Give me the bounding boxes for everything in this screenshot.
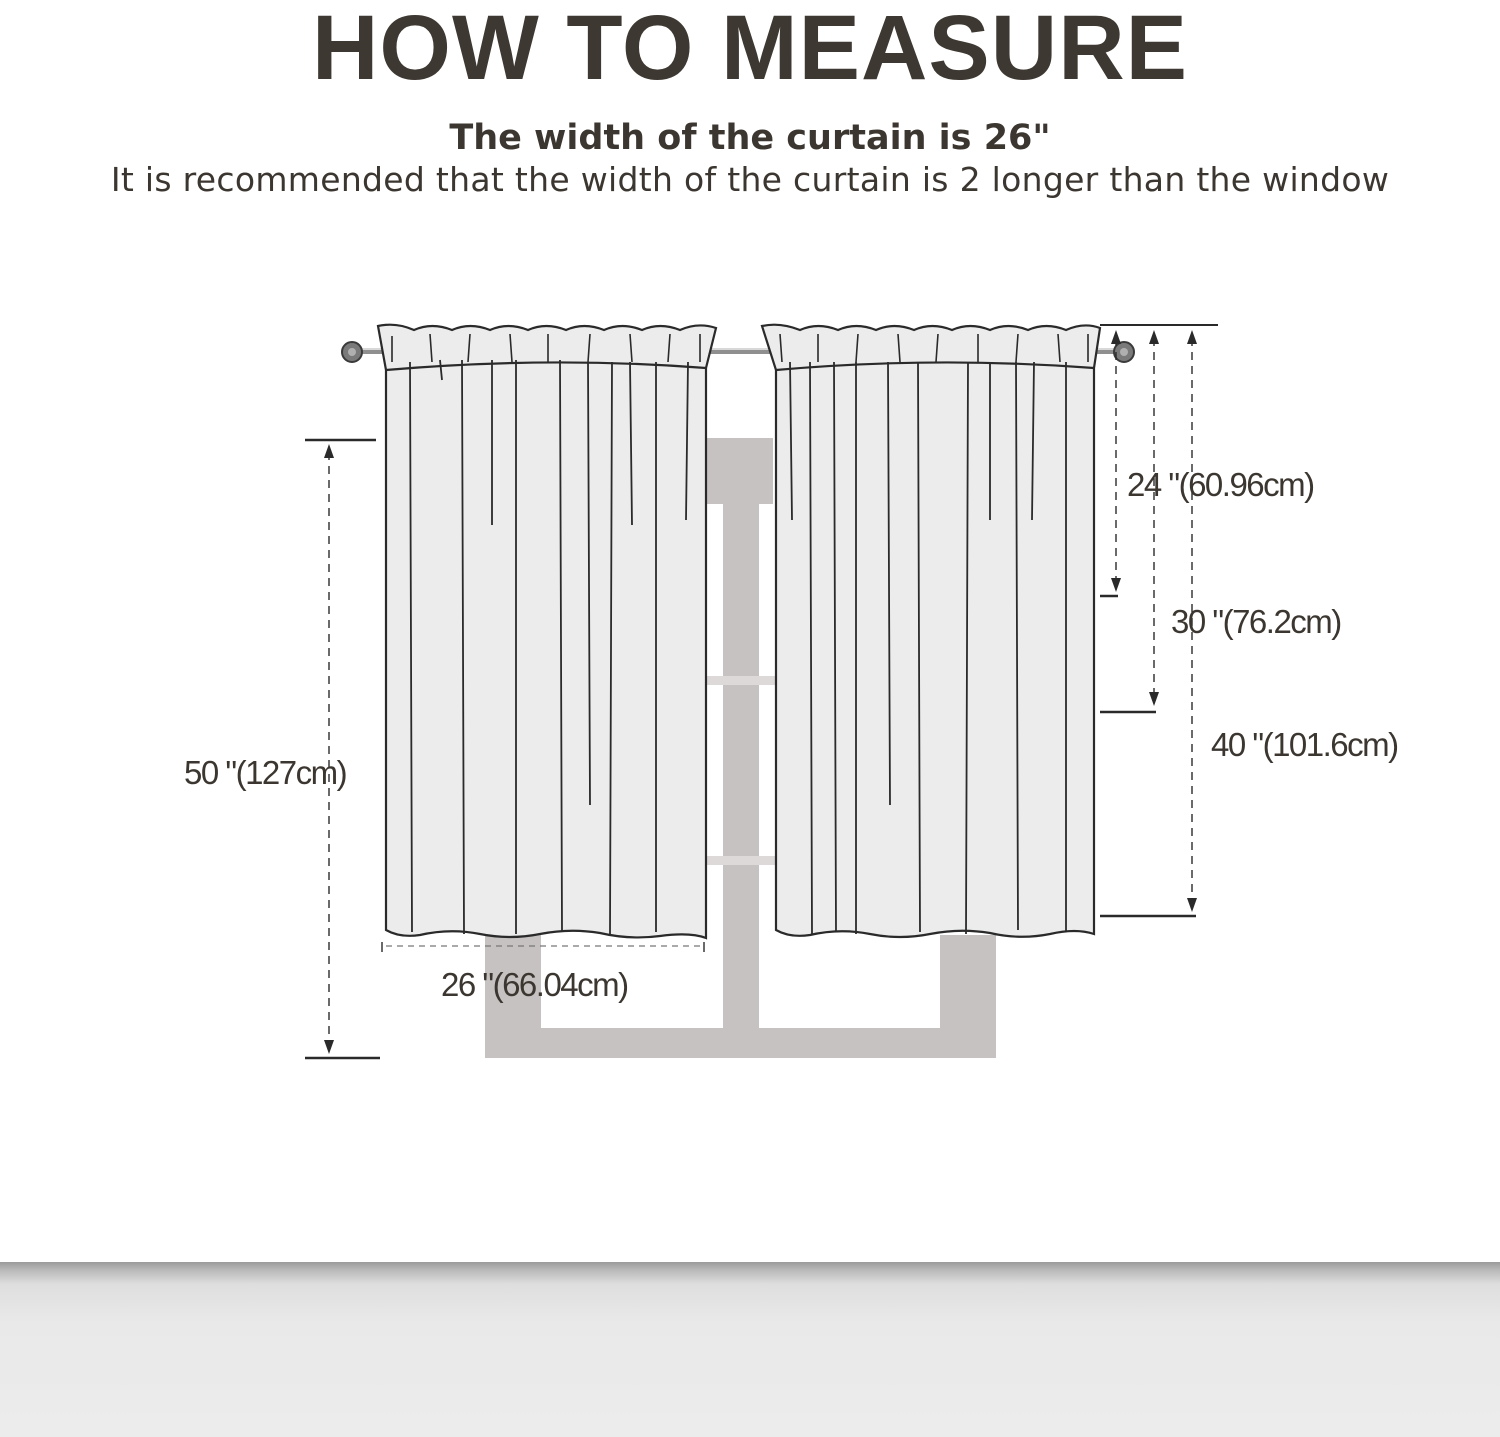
dimension-label-30: 30 "(76.2cm)	[1171, 603, 1341, 640]
floor	[0, 1262, 1500, 1437]
page-title: HOW TO MEASURE	[311, 0, 1189, 99]
dimension-label-24: 24 "(60.96cm)	[1127, 466, 1314, 503]
curtain-width-heading: The width of the curtain is 26"	[449, 118, 1051, 158]
dimension-label-50: 50 "(127cm)	[184, 754, 347, 791]
dimension-label-26: 26 "(66.04cm)	[441, 966, 628, 1003]
dimension-label-40: 40 "(101.6cm)	[1211, 726, 1398, 763]
width-recommendation-note: It is recommended that the width of the curtain is 2 longer than the window	[110, 160, 1390, 199]
left-curtain-panel	[378, 325, 716, 938]
right-curtain-panel	[762, 325, 1100, 937]
